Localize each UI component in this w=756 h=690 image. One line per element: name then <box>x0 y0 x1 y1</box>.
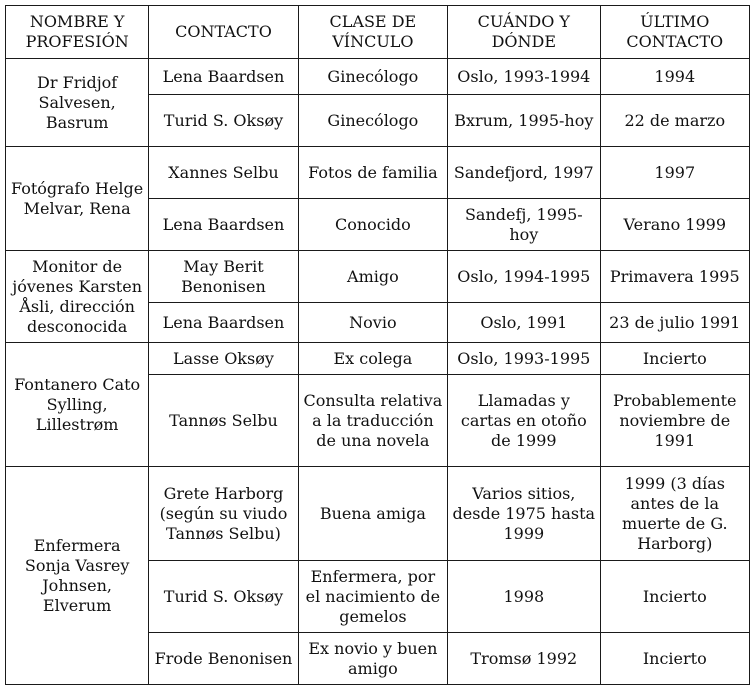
when-where-cell: 1998 <box>448 561 600 633</box>
when-where-cell: Llamadas y cartas en otoño de 1999 <box>448 375 600 467</box>
when-where-cell: Oslo, 1991 <box>448 303 600 343</box>
contact-cell: Xannes Selbu <box>149 147 298 199</box>
contact-cell: May Berit Benonisen <box>149 251 298 303</box>
contact-cell: Turid S. Oksøy <box>149 561 298 633</box>
contacts-document <box>5 5 750 685</box>
person-cell: Enfermera Sonja Vasrey Johnsen, Elverum <box>6 467 149 685</box>
last-contact-cell: 23 de julio 1991 <box>600 303 749 343</box>
link-cell: Enfermera, por el nacimiento de gemelos <box>298 561 447 633</box>
last-contact-cell: Incierto <box>600 633 749 685</box>
header-contact: CONTACTO <box>149 6 298 59</box>
link-cell: Amigo <box>298 251 447 303</box>
contact-cell: Lena Baardsen <box>149 199 298 251</box>
contact-cell: Grete Harborg (según su viudo Tannøs Selbu) <box>149 467 298 561</box>
link-cell: Fotos de familia <box>298 147 447 199</box>
contact-cell: Turid S. Oksøy <box>149 95 298 147</box>
person-cell: Monitor de jóvenes Karsten Åsli, dirección desconocida <box>6 251 149 343</box>
link-cell: Buena amiga <box>298 467 447 561</box>
when-where-cell: Tromsø 1992 <box>448 633 600 685</box>
when-where-cell: Varios sitios, desde 1975 hasta 1999 <box>448 467 600 561</box>
table-row <box>6 467 750 561</box>
last-contact-cell: 1997 <box>600 147 749 199</box>
link-cell: Conocido <box>298 199 447 251</box>
link-cell: Consulta relativa a la traducción de una novela <box>298 375 447 467</box>
last-contact-cell: Verano 1999 <box>600 199 749 251</box>
contact-cell: Lasse Oksøy <box>149 343 298 375</box>
person-cell: Dr Fridjof Salvesen, Basrum <box>6 59 149 147</box>
table-row <box>6 147 750 199</box>
header-name-profession: NOMBRE Y PROFESIÓN <box>6 6 149 59</box>
last-contact-cell: Incierto <box>600 343 749 375</box>
link-cell: Novio <box>298 303 447 343</box>
contact-cell: Tannøs Selbu <box>149 375 298 467</box>
contacts-table <box>5 5 750 685</box>
link-cell: Ginecólogo <box>298 59 447 95</box>
header-last-contact: ÚLTIMO CONTACTO <box>600 6 749 59</box>
link-cell: Ex colega <box>298 343 447 375</box>
header-when-where: CUÁNDO Y DÓNDE <box>448 6 600 59</box>
person-cell: Fotógrafo Helge Melvar, Rena <box>6 147 149 251</box>
last-contact-cell: Probablemente noviembre de 1991 <box>600 375 749 467</box>
contact-cell: Lena Baardsen <box>149 59 298 95</box>
table-row <box>6 343 750 375</box>
header-link-type: CLASE DE VÍNCULO <box>298 6 447 59</box>
table-row <box>6 251 750 303</box>
person-cell: Fontanero Cato Sylling, Lillestrøm <box>6 343 149 467</box>
last-contact-cell: Primavera 1995 <box>600 251 749 303</box>
when-where-cell: Oslo, 1994-1995 <box>448 251 600 303</box>
contact-cell: Frode Benonisen <box>149 633 298 685</box>
when-where-cell: Oslo, 1993-1994 <box>448 59 600 95</box>
when-where-cell: Sandefj, 1995-hoy <box>448 199 600 251</box>
last-contact-cell: Incierto <box>600 561 749 633</box>
table-row <box>6 59 750 95</box>
last-contact-cell: 1994 <box>600 59 749 95</box>
header-row <box>6 6 750 59</box>
link-cell: Ginecólogo <box>298 95 447 147</box>
when-where-cell: Oslo, 1993-1995 <box>448 343 600 375</box>
when-where-cell: Bxrum, 1995-hoy <box>448 95 600 147</box>
last-contact-cell: 22 de marzo <box>600 95 749 147</box>
contact-cell: Lena Baardsen <box>149 303 298 343</box>
last-contact-cell: 1999 (3 días antes de la muerte de G. Harborg) <box>600 467 749 561</box>
link-cell: Ex novio y buen amigo <box>298 633 447 685</box>
when-where-cell: Sandefjord, 1997 <box>448 147 600 199</box>
